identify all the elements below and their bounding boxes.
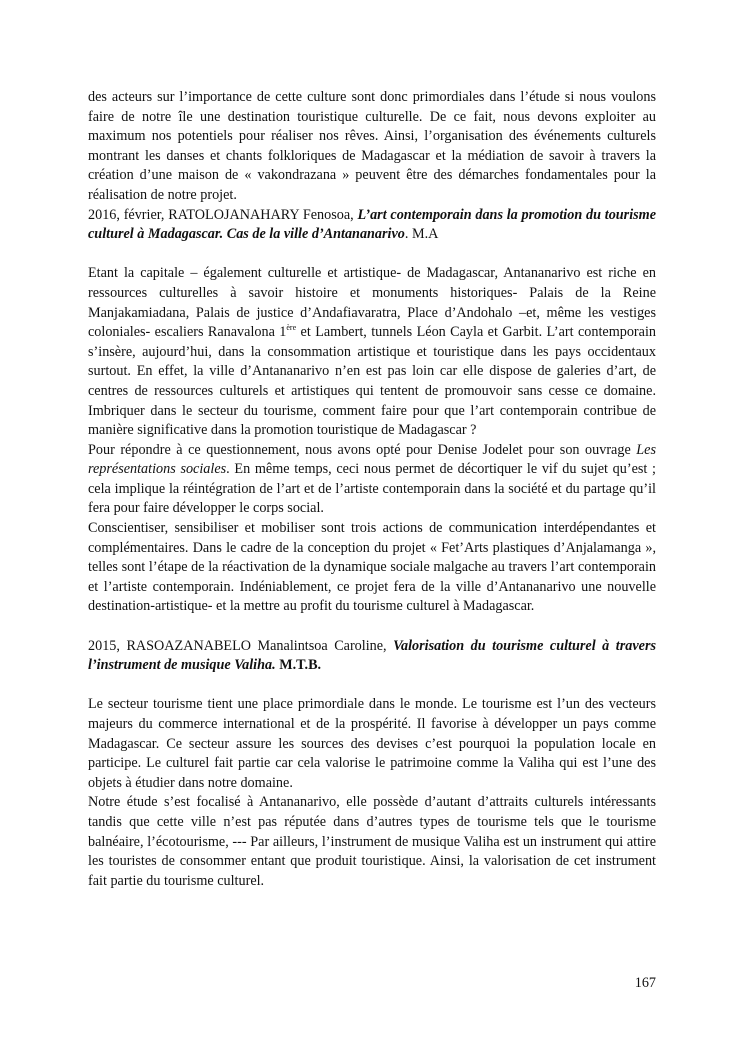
reference-ratolojanahary <box>88 206 656 245</box>
page-number: 167 <box>634 975 656 991</box>
paragraph-text: . En même temps, ceci nous permet de décortiquer le vif du sujet qu’est ; cela implique la réintégration de l’art et de l’artiste contemporain dans la société et du partage qu’il fera pour faire développer le corps social. <box>88 461 656 517</box>
book-title: Les représentations sociales <box>88 441 656 478</box>
paragraph-gap <box>88 617 656 637</box>
paragraph-notre-etude: Notre étude s’est focalisé à Antananarivo, elle possède d’autant d’attraits culturels intéressants tandis que cette ville n’est pas réputée dans d’autres types de tourisme tels que le tourisme balnéaire, l’écotourisme, --- Par ailleurs, l’instrument de musique Valiha est un instrument qui attire les touristes de consommer entant que produit touristique. Ainsi, la valorisation de cet instrument fait partie du tourisme culturel. <box>88 794 656 889</box>
paragraph-secteur-tourisme: Le secteur tourisme tient une place primordiale dans le monde. Le tourisme est l’un des vecteurs majeurs du commerce international et de la prospérité. Il favorise à développer un pays comme Madagascar. Ce secteur assure les sources des devises c’est pourquoi la population locale en participe. Le culturel fait partie car cela valorise le patrimoine comme la Valiha qui est l’une des objets à étudier dans notre domaine. <box>88 696 656 791</box>
paragraph-jodelet <box>88 441 656 519</box>
reference-author-date: 2015, RASOAZANABELO Manalintsoa Caroline, <box>88 637 394 654</box>
paragraph-text: et Lambert, tunnels Léon Cayla et Garbit. L’art contemporain s’insère, aujourd’hui, dans la consommation artistique et touristique dans les pays occidentaux surtout. En effet, la ville d’Antananarivo n’en est pas loin car elle dispose de galeries d’art, de centres de ressources culturels et artistiques qui tentent de promouvoir sans cesse ce domaine. Imbriquer dans le secteur du tourisme, comment faire pour que l’art contemporain contribue de manière significative dans la promotion touristique de Madagascar ? <box>88 324 656 439</box>
paragraph-conscientiser: Conscientiser, sensibiliser et mobiliser sont trois actions de communication interdépendantes et complémentaires. Dans le cadre de la conception du projet « Fet’Arts plastiques d’Anjalamanga », telles sont l’étape de la réactivation de la dynamique sociale malgache au travers l’art contemporain et l’artiste contemporain. Indéniablement, ce projet fera de la ville d’Antananarivo une nouvelle destination-artistique- et la mettre au profit du tourisme culturel à Madagascar. <box>88 520 656 615</box>
reference-degree: M.T.B. <box>275 657 322 674</box>
paragraph-intro-continuation: des acteurs sur l’importance de cette culture sont donc primordiales dans l’étude si nous voulons faire de notre île une destination touristique culturelle. De ce fait, nous devons exploiter au maximum nos potentiels pour réaliser nos rêves. Ainsi, l’organisation des événements culturels montrant les danses et chants folkloriques de Madagascar et la médiation de savoir à travers la création d’une maison de « vakondrazana » peuvent être des démarches fondamentales pour la réalisation de notre projet. <box>88 89 656 203</box>
paragraph-text: Etant la capitale – également culturelle et artistique- de Madagascar, Antananarivo est riche en ressources culturelles à savoir histoire et monuments historiques- Palais de la Reine Manjakamiadana, Palais de justice d’Andafiavaratra, Place d’Andohalo –et, même les vestiges coloniales- escaliers Ranavalona 1 <box>88 265 656 341</box>
superscript: ère <box>286 323 297 333</box>
reference-degree: . M.A <box>404 226 439 243</box>
paragraph-text: Pour répondre à ce questionnement, nous avons opté pour Denise Jodelet pour son ouvrage <box>88 441 637 458</box>
document-body <box>88 88 656 891</box>
paragraph-antananarivo-capital <box>88 264 656 440</box>
reference-author-date: 2016, février, RATOLOJANAHARY Fenosoa, <box>88 206 358 223</box>
paragraph-gap <box>88 676 656 696</box>
reference-title: Valorisation du tourisme culturel à travers l’instrument de musique Valiha. <box>88 637 656 674</box>
reference-title: L’art contemporain dans la promotion du tourisme culturel à Madagascar. Cas de la ville d’Antananarivo <box>88 206 657 243</box>
reference-rasoazanabelo <box>88 637 656 676</box>
paragraph-gap <box>88 245 656 265</box>
